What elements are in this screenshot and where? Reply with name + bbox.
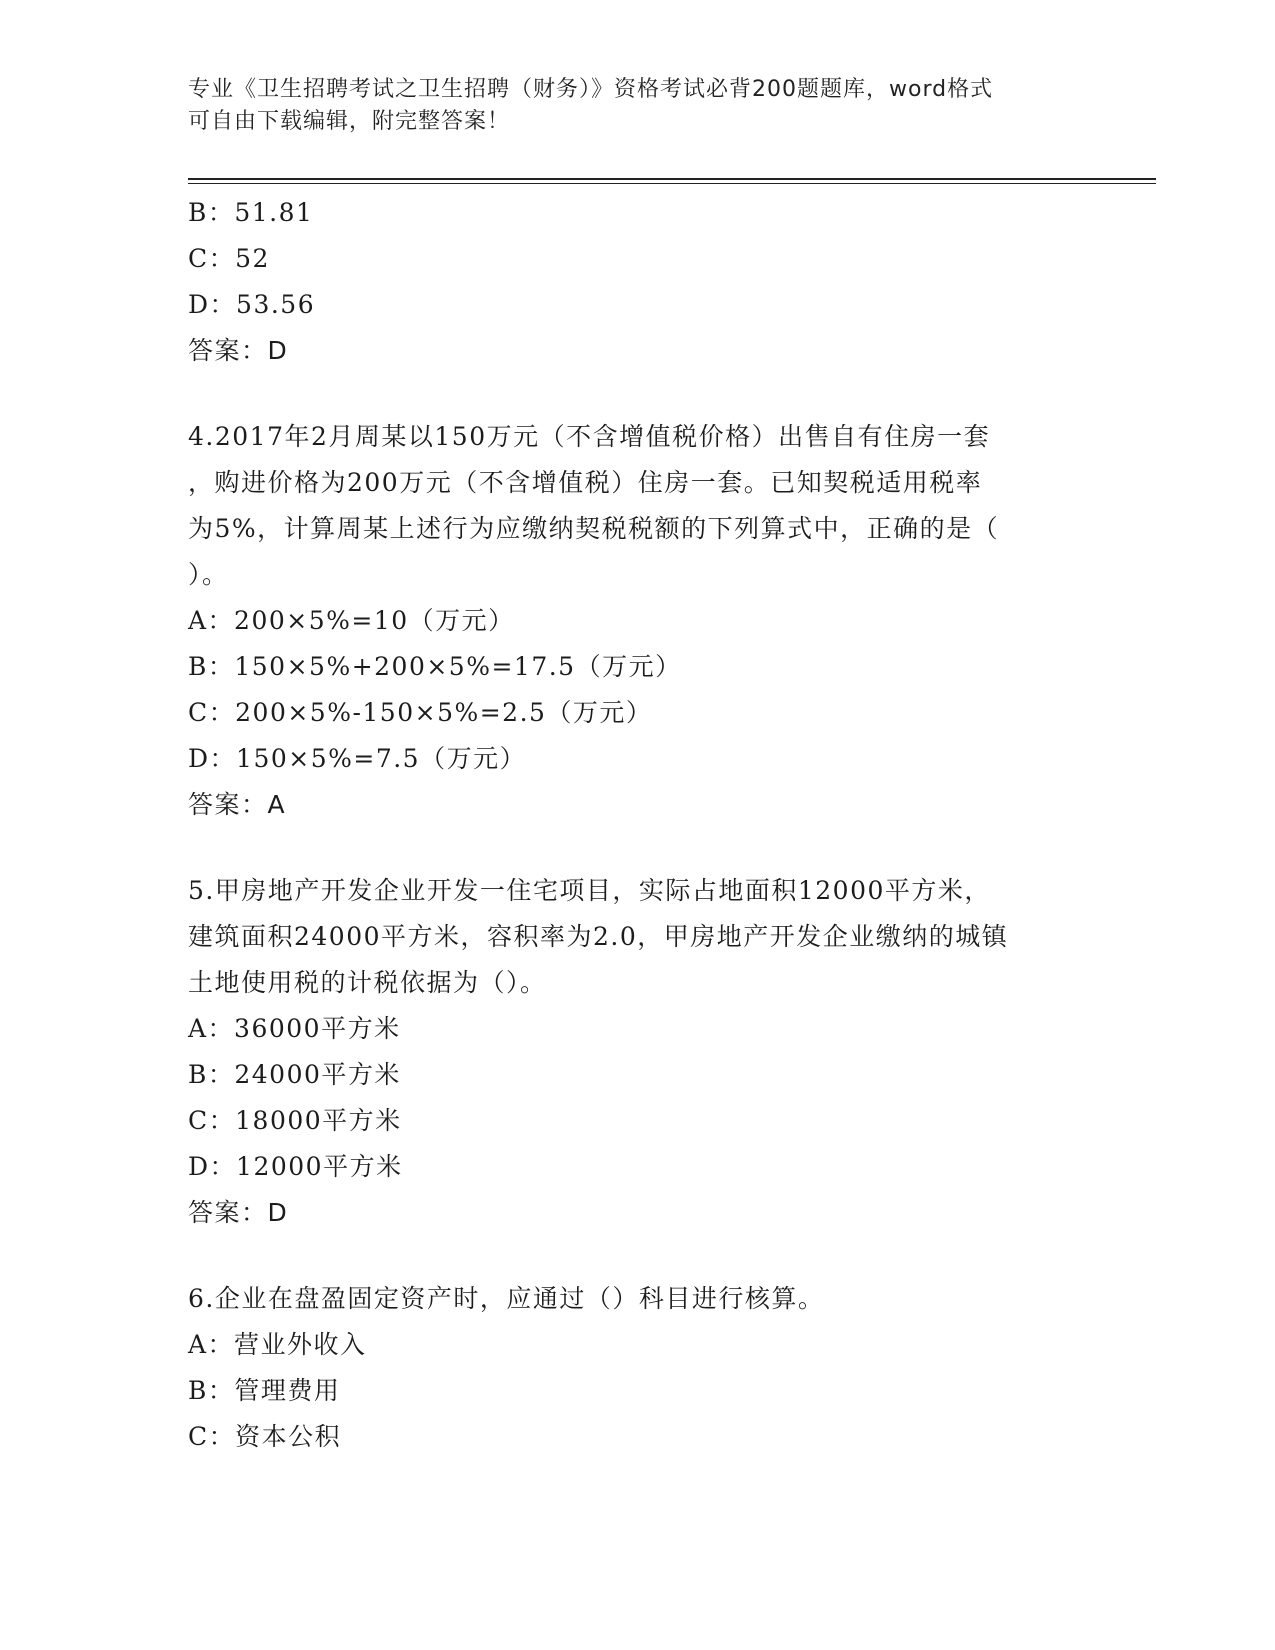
q3-answer: 答案：D (188, 336, 289, 365)
document-body (188, 190, 1088, 1460)
q3-option-c: C：52 (188, 244, 270, 273)
q6-option-b: B：管理费用 (188, 1376, 341, 1405)
q5-stem-line-1: 5.甲房地产开发企业开发一住宅项目，实际占地面积12000平方米， (188, 876, 991, 905)
header-title-line-1: 专业《卫生招聘考试之卫生招聘（财务）》资格考试必背200题题库，word格式 (188, 77, 994, 102)
q6-option-a: A：营业外收入 (188, 1330, 367, 1359)
q4-stem-line-2: ，购进价格为200万元（不含增值税）住房一套。已知契税适用税率 (188, 468, 983, 497)
q3-option-b: B：51.81 (188, 198, 314, 227)
spacer (188, 828, 1088, 868)
q4-answer: 答案：A (188, 790, 287, 819)
header-divider-thick (188, 178, 1156, 180)
document-header (188, 74, 1088, 138)
question-4-block (188, 414, 1088, 828)
q3-option-d: D：53.56 (188, 290, 316, 319)
header-divider-thin (188, 183, 1156, 184)
q5-option-a: A：36000平方米 (188, 1014, 401, 1043)
q4-stem-line-3: 为5%，计算周某上述行为应缴纳契税税额的下列算式中，正确的是（ (188, 514, 1000, 543)
question-5-block (188, 868, 1088, 1236)
q5-answer: 答案：D (188, 1198, 289, 1227)
q4-option-c: C：200×5%-150×5%=2.5（万元） (188, 698, 653, 727)
q4-option-b: B：150×5%+200×5%=17.5（万元） (188, 652, 682, 681)
q5-stem-line-3: 土地使用税的计税依据为（）。 (188, 968, 547, 997)
q6-stem: 6.企业在盘盈固定资产时，应通过（）科目进行核算。 (188, 1284, 825, 1313)
question-3-block (188, 190, 1088, 374)
spacer (188, 374, 1088, 414)
q4-option-a: A：200×5%=10（万元） (188, 606, 515, 635)
spacer (188, 1236, 1088, 1276)
q5-stem-line-2: 建筑面积24000平方米，容积率为2.0，甲房地产开发企业缴纳的城镇 (188, 922, 1009, 951)
q4-option-d: D：150×5%=7.5（万元） (188, 744, 527, 773)
q5-option-b: B：24000平方米 (188, 1060, 401, 1089)
q5-option-d: D：12000平方米 (188, 1152, 403, 1181)
q4-stem-line-4: ）。 (188, 560, 229, 589)
header-title-line-2: 可自由下载编辑，附完整答案！ (188, 109, 511, 134)
q4-stem-line-1: 4.2017年2月周某以150万元（不含增值税价格）出售自有住房一套 (188, 422, 991, 451)
q6-option-c: C：资本公积 (188, 1422, 342, 1451)
question-6-block (188, 1276, 1088, 1460)
q5-option-c: C：18000平方米 (188, 1106, 402, 1135)
